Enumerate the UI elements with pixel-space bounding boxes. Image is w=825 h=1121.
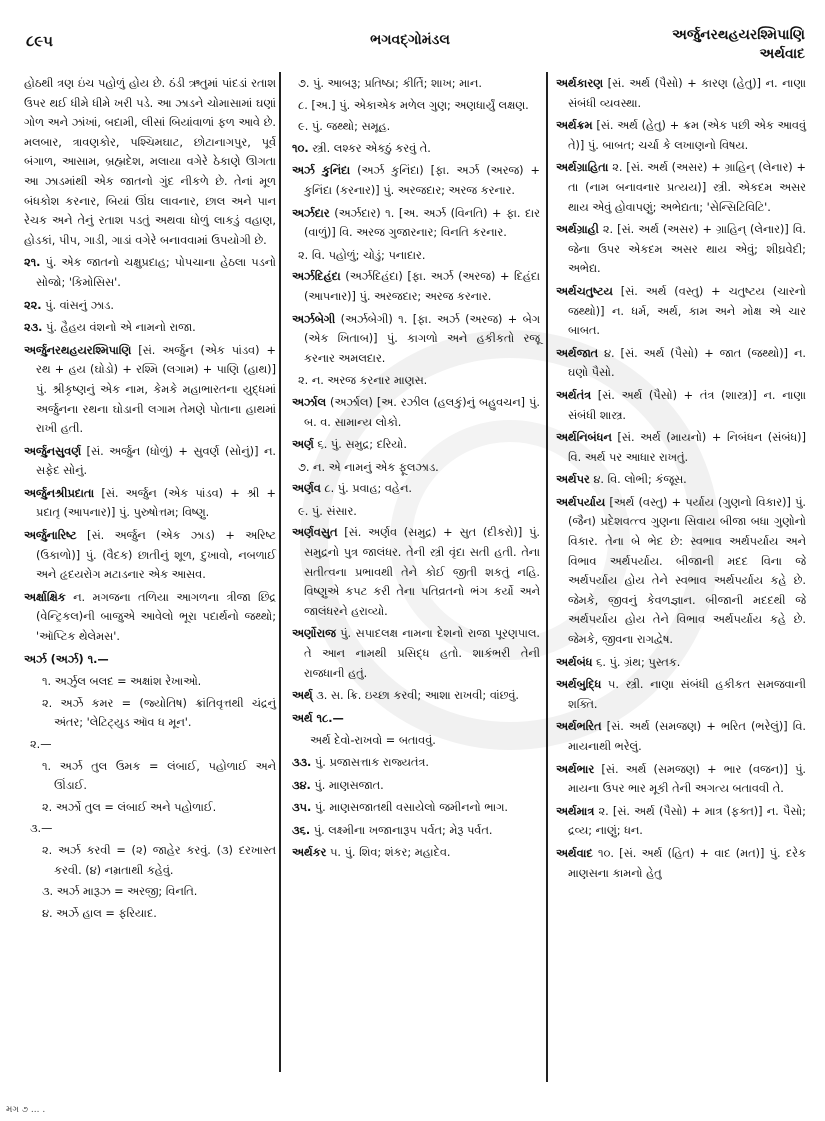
definition: [સં. અર્થ (વસ્તુ) + ચતુષ્ટય (ચારનો જથ્થો)] ન. ધર્મ, અર્થ, કામ અને મોક્ષ એ ચાર બાબત. [568, 284, 806, 338]
dictionary-entry [292, 776, 540, 796]
headword: ૩૫. [292, 801, 312, 815]
definition: ૨. [સં. અર્થ (અસર) + ગ્રાહિન્ (લેનાર) + તા (નામ બનાવનાર પ્રત્યય)] સ્ત્રી. એકદમ અસર થાય એવું હોવાપણું; અભેદ્યતા; 'સેન્સિટિવિટિ'. [568, 161, 806, 214]
headword: અર્જુનારિષ્ટ [24, 529, 77, 543]
definition: ૮. [અ.] પું. એકાએક મળેલ ગુણ; અણધાર્યું લક્ષણ. [298, 98, 529, 112]
definition: પું. માણસજાત. [310, 778, 384, 792]
dictionary-entry [292, 393, 540, 432]
definition: ૪. [સં. અર્થ (પૈસો) + જાત (જથ્થો)] ન. ઘણો પૈસો. [568, 346, 806, 380]
definition: પું. વાંસનું ઝાડ. [41, 298, 114, 312]
dictionary-entry [556, 158, 806, 217]
dictionary-entry [292, 479, 540, 499]
definition: [સં. અર્થ (માયનો) + નિબંધન (સંબંધ)] વિ. અર્થ પર આધાર રાખતું. [568, 431, 806, 464]
dictionary-entry [24, 526, 276, 585]
dictionary-entry [24, 253, 276, 292]
guide-word-first: અર્જુનરથહયરશ્મિપાણિ [672, 27, 805, 43]
headword: અર્ણોરાજ [292, 627, 336, 641]
definition: હોઠથી ત્રણ ઇંચ પહોળું હોય છે. ઠંડી ઋતુમાં પાંદડાં રતાશ ઉપર થઈ ધીમે ધીમે ખરી પડે. આ ઝાડને ચોમાસામાં ઘણાં ગોળ અને ઝાંખાં, બદામી, લીસાં બિયાંવાળાં ફળ આવે છે. મલબાર, ત્રાવણકોર, પશ્ચિમઘાટ, છોટાનાગપુર, પૂર્વ બંગાળ, આસામ, બ્રહ્મદેશ, મલાયા વગેરે ઠેકાણે ઊગતા આ ઝાડમાંથી એક જાતનો ગુંદ નીકળે છે. તેનાં મૂળ બંધકોશ કરનાર, બિયાં ઊંઘ લાવનાર, છાલ અને પાન રેચક અને તેનું રતાશ પડતું અથવા ધોળું લાકડું વહાણ, હોડકાં, પીપ, ગાડી, ગાડાં વગેરે બનાવવામાં ઉપયોગી છે. [24, 77, 276, 247]
definition: પું. સપાદલક્ષ નામના દેશનો રાજા પૂરણપાલ. તે આન નામથી પ્રસિદ્ધ હતો. શાકંભરી તેની રાજધાની હતું. [304, 627, 540, 680]
entry-text [292, 246, 540, 266]
definition: પું. એક જાતનો ચક્ષુપ્રદાહ; પોપચાના હેઠલા પડનો સોજો; 'કિમોસિસ'. [36, 256, 276, 289]
definition: ૫. સ્ત્રી. નાણા સંબંધી હકીકત સમજવાની શક્તિ. [568, 678, 806, 711]
headword: અર્ઝબેગી [292, 312, 336, 326]
entry-text [292, 502, 540, 522]
dictionary-entry [556, 760, 806, 799]
headword: અર્ઝદાર [292, 206, 330, 220]
entry-text [24, 819, 276, 839]
headword: અર્જુનસુવર્ણ [24, 444, 82, 458]
entry-text [24, 904, 276, 924]
definition: ૩.— [30, 822, 53, 836]
headword: ૨૨. [24, 298, 42, 312]
dictionary-entry [24, 442, 276, 481]
entry-text [292, 74, 540, 94]
headword: ૩૪. [292, 778, 311, 792]
headword: અર્થપર [556, 473, 590, 487]
definition: (અર્ઝબેગી) ૧. [ફા. અર્ઝ (અરજ) + બેગ (એક ખિતાબ)] પું. કાગળો અને હકીકતો રજૂ કરનાર અમલદાર. [304, 312, 540, 365]
dictionary-entry [556, 386, 806, 425]
entry-text [24, 841, 276, 880]
entry-text [24, 882, 276, 902]
definition: [સં. અર્થ (હેતુ) + ક્રમ (એક પછી એક આવવું તે)] પું. બાબત; ચર્ચા કે લખાણનો વિષય. [568, 119, 806, 152]
dictionary-entry [292, 686, 540, 706]
dictionary-entry [556, 344, 806, 383]
dictionary-entry [556, 220, 806, 279]
dictionary-entry [556, 802, 806, 841]
dictionary-entry [292, 798, 540, 818]
definition: ૮. પું. પ્રવાહ; વહેન. [320, 482, 412, 496]
dictionary-entry [24, 484, 276, 523]
definition: (અર્ઝ કુનિંદા) [ફા. અર્ઝ (અરજ) + કુનિંદા (કરનાર)] પું. અરજદાર; અરજ કરનાર. [304, 164, 540, 197]
headword: અર્થ ૧૮.— [292, 711, 344, 725]
dictionary-entry [556, 675, 806, 714]
definition: પું. માણસજાતથી વસાયેલો જમીનનો ભાગ. [311, 801, 508, 815]
headword: ૩૬. [292, 823, 311, 837]
definition: ૫. પું. શિવ; શંકર; મહાદેવ. [326, 846, 451, 860]
definition: (અર્ઝદિહંદા) [ફા. અર્ઝ (અરજ) + દિહંદા (આપનાર)] પું. અરજદાર; અરજ કરનાર. [304, 270, 540, 303]
dictionary-entry [556, 116, 806, 155]
column-1 [24, 74, 276, 925]
entry-text [292, 458, 540, 478]
headword: અર્ઝ કુનિંદા [292, 164, 351, 178]
dictionary-entry [292, 161, 540, 200]
definition: ૬. પું. ગ્રંથ; પુસ્તક. [592, 655, 681, 669]
page-number: ૮૯૫ [26, 32, 53, 50]
guide-word-last: અર્થવાદ [759, 46, 805, 62]
headword: અર્થતંત્ર [556, 388, 592, 402]
dictionary-entry [292, 139, 540, 159]
dictionary-entry [556, 653, 806, 673]
entry-text [292, 117, 540, 137]
headword: ૨૧. [24, 256, 41, 270]
definition: ૬. પું. સમુદ્ર; દરિયો. [313, 438, 407, 452]
dictionary-entry [292, 843, 540, 863]
column-divider [546, 72, 548, 1082]
definition: [સં. અર્જુન (ધોળું) + સુવર્ણ (સોનું)] ન. સફેદ સોનું. [36, 444, 276, 478]
headword: અર્થકારણ [556, 77, 604, 90]
headword: ૩૩. [292, 756, 312, 769]
definition: પું. હૈહય વંશનો એ નામનો રાજા. [42, 321, 196, 335]
definition: [સં. અર્જુન (એક ઝાડ) + અરિષ્ટ (ઉકાળો)] પું. (વૈદક) છાતીનું શૂળ, દુખાવો, નબળાઈ અને હૃદયરોગ મટાડનાર એક આસવ. [36, 529, 276, 582]
headword: અર્થગ્રાહિતા [556, 161, 609, 175]
entry-text [292, 96, 540, 116]
dictionary-entry [24, 318, 276, 338]
headword: અર્થક્રમ [556, 119, 593, 133]
definition: [સં. અર્થ (પૈસો) + તંત્ર (શાસ્ત્ર)] ન. નાણા સંબંધી શાસ્ત્ર. [568, 388, 806, 422]
headword: ૧૦. [292, 141, 309, 155]
dictionary-entry [292, 753, 540, 773]
entry-text [24, 672, 276, 692]
entry-text [24, 74, 276, 250]
definition: ૪. વિ. લોભી; કંજૂસ. [589, 473, 687, 487]
headword: અર્ણવ [292, 482, 321, 496]
headword: અર્ઝદિહંદા [292, 270, 341, 284]
headword: અર્જુનશ્રીપ્રદાતા [24, 486, 95, 500]
headword: અર્ઝ (અર્ઝ) ૧.— [24, 652, 109, 666]
definition: પું. લક્ષ્મીના ખજાનારૂપ પર્વત; મેરૂ પર્વત. [310, 823, 493, 837]
entry-text [24, 694, 276, 733]
headword: અર્થબુદ્ધિ [556, 678, 602, 692]
definition: ન. મગજના તળિયા આગળના ત્રીજા છિદ્ર (વેન્ટ્રિકલ)ની બાજુએ આવેલો ભૂરા પદાર્થનો જથ્થો; 'ઑપ્ટિક થેલેમસ'. [36, 590, 276, 644]
column-2 [292, 74, 540, 866]
definition: ૯. પું. સંસાર. [298, 504, 357, 518]
dictionary-entry [292, 310, 540, 369]
dictionary-entry [292, 624, 540, 683]
definition: [સં. અર્ણવ (સમુદ્ર) + સુત (દીકરો)] પું. સમુદ્રનો પુત્ર જાલંધર. તેની સ્ત્રી વૃંદા સતી હતી. તેના સતીત્વના પ્રભાવથી તેને કોઈ જીતી શકતું નહિ. વિષ્ણુએ કપટ કરી તેના પતિવ્રતનો ભંગ કર્યો અને જાલંધરને હરાવ્યો. [304, 526, 540, 618]
entry-text [292, 731, 540, 751]
definition: [સં. અર્થ (પૈસો) + કારણ (હેતુ)] ન. નાણા સંબંધી વ્યવસ્થા. [568, 77, 806, 110]
definition: ૧. અર્ઝ તુલ ઉમક = લંબાઈ, પહોળાઈ અને ઊંડાઈ. [42, 759, 276, 793]
definition: [સં. અર્જુન (એક પાંડવ) + શ્રી + પ્રદાતૃ (આપનાર)] પું. પુરુષોત્તમ; વિષ્ણુ. [36, 486, 276, 520]
definition: [સં. અર્થ (સમજણ) + ભરિત (ભરેલું)] વિ. માયનાથી ભરેલું. [568, 720, 806, 753]
headword: અર્ઝાલ [292, 395, 327, 409]
definition: અર્થ દેવો-રાખવો = બતાવવું. [310, 734, 436, 748]
headword: અર્થનિબંધન [556, 431, 612, 445]
definition: ૨. વિ. પહોળું; ચોડું; પનાદાર. [298, 248, 426, 262]
definition: ૨. અર્ઝે કમર = (જ્યોતિષ) ક્રાંતિવૃત્તથી ચંદ્રનું અંતર; 'લેટિટ્યુડ ઑવ ધ મૂન'. [42, 696, 276, 730]
entry-text [24, 798, 276, 818]
headword: અર્ક્ષાક્ષિક [24, 590, 66, 604]
entry-text [24, 735, 276, 755]
headword: અર્થગ્રાહી [556, 223, 599, 237]
dictionary-entry [292, 821, 540, 841]
definition: પું. પ્રજાસત્તાક રાજ્યતંત્ર. [311, 756, 429, 769]
dictionary-entry [556, 74, 806, 113]
definition: ૭. પું. આબરૂ; પ્રતિષ્ઠા; કીર્તિ; શાખ; માન. [298, 77, 482, 90]
definition: ૪. અર્ઝે હાલ = ફરિયાદ. [42, 906, 157, 920]
definition: ૯. પું. જથ્થો; સમૂહ. [298, 120, 391, 134]
headword: અર્થપર્યાય [556, 495, 606, 509]
dictionary-entry [24, 588, 276, 647]
definition: ૧૦. [સં. અર્થ (હિત) + વાદ (મત)] પું. દરેક માણસના કામનો હેતુ [568, 846, 806, 880]
dictionary-entry [556, 717, 806, 756]
definition: (અર્ઝાલ) [અ. રઝીલ (હલકું)નું બહુવચન] પું. બ. વ. સામાન્ય લોકો. [304, 395, 540, 429]
dictionary-entry [556, 470, 806, 490]
dictionary-entry [292, 523, 540, 621]
headword: અર્થજાત [556, 346, 599, 360]
dictionary-entry [556, 493, 806, 650]
page-header [0, 20, 825, 70]
definition: ૭. ન. એ નામનું એક ફૂલઝાડ. [298, 460, 439, 474]
definition: સ્ત્રી. લશ્કર એકઠું કરવું તે. [308, 141, 431, 155]
dictionary-entry [24, 650, 276, 670]
headword: અર્થમાત્ર [556, 804, 595, 818]
dictionary-entry [556, 282, 806, 341]
dictionary-entry [292, 267, 540, 306]
dictionary-entry [292, 204, 540, 243]
page-footer: મગ ૭ ... . [6, 1105, 46, 1115]
entry-text [292, 371, 540, 391]
entry-text [24, 757, 276, 796]
headword: ૨૩. [24, 321, 43, 335]
headword: અર્ણવસુત [292, 526, 338, 540]
definition: (અર્ઝદાર) ૧. [અ. અર્ઝ (વિનતિ) + ફા. દાર (વાળું)] વિ. અરજ ગુજારનાર; વિનતિ કરનાર. [304, 206, 540, 240]
definition: [સં. અર્જુન (એક પાંડવ) + રથ + હય (ઘોડો) + રશ્મિ (લગામ) + પાણિ (હાથ)] પું. શ્રીકૃષ્ણનું એક નામ, કેમકે મહાભારતના યુદ્ધમાં અર્જુનના રથના ઘોડાની લગામ તેમણે પોતાના હાથમાં રાખી હતી. [36, 343, 276, 436]
definition: ૨. અર્ઝ કરવી = (૨) જાહેર કરવું. (૩) દરખાસ્ત કરવી. (૪) નમ્રતાથી કહેવું. [42, 843, 276, 877]
headword: અર્થકર [292, 846, 327, 860]
guide-words [672, 26, 805, 64]
definition: ૨. [સં. અર્થ (પૈસો) + માત્ર (ફક્ત)] ન. પૈસો; દ્રવ્ય; નાણું; ધન. [568, 804, 806, 838]
definition: ૨. [સં. અર્થ (અસર) + ગ્રાહિન્ (લેનાર)] વિ. જેના ઉપર એકદમ અસર થાય એવું; શીઘ્રવેદી; અભેદ્ય. [568, 223, 806, 276]
dictionary-entry [292, 435, 540, 455]
headword: અર્થબંધ [556, 655, 593, 669]
definition: [અર્થ (વસ્તુ) + પર્યાય (ગુણનો વિકાર)] પું. (જૈન) પ્રદેશવત્ત્વ ગુણના સિવાય બીજા બધા ગુણોનો વિકાર. તેના બે ભેદ છે: સ્વભાવ અર્થપર્યાય અને વિભાવ અર્થપર્યાય. બીજાની મદદ વિના જે અર્થપર્યાય હોય તેને સ્વભાવ અર્થપર્યાય કહે છે. જેમકે, જીવનું કેવળજ્ઞાન. બીજાની મદદથી જે અર્થપર્યાય હોય તેને વિભાવ અર્થપર્યાય કહે છે. જેમકે, જીવના રાગદ્વેષ. [568, 495, 806, 647]
headword: અર્થભાર [556, 762, 595, 776]
dictionary-entry [24, 341, 276, 439]
headword: અર્થચતુષ્ટય [556, 284, 613, 298]
definition: ૩. સ. ક્રિ. ઇચ્છા કરવી; આશા રાખવી; વાંછવું. [312, 689, 519, 703]
definition: ૩. અર્ઝ મારૂઝ = અરજી; વિનતિ. [42, 885, 198, 899]
definition: ૨. અર્ઝો તુલ = લંબાઈ અને પહોળાઈ. [42, 800, 217, 814]
book-title: ભગવદ્ગોમંડલ [370, 32, 450, 48]
definition: [સં. અર્થ (સમજણ) + ભાર (વજન)] પું. માયના ઉપર ભાર મૂકી તેની અગત્ય બતાવવી તે. [568, 762, 806, 796]
definition: ૨. ન. અરજ કરનાર માણસ. [298, 374, 428, 388]
dictionary-entry [292, 709, 540, 729]
headword: અર્થ્ [292, 689, 313, 703]
dictionary-entry [556, 428, 806, 467]
definition: ૧. અર્ઝુલ બલદ = અક્ષાંશ રેખાઓ. [42, 675, 202, 689]
column-3 [556, 74, 806, 886]
dictionary-entry [24, 296, 276, 316]
column-divider [279, 72, 281, 1072]
headword: અર્થભરિત [556, 720, 602, 734]
headword: અર્થવાદ [556, 846, 593, 860]
dictionary-entry [556, 844, 806, 883]
definition: ૨.— [30, 738, 52, 751]
headword: અર્જુનરથહયરશ્મિપાણિ [24, 343, 132, 357]
headword: અર્ણ [292, 438, 314, 452]
